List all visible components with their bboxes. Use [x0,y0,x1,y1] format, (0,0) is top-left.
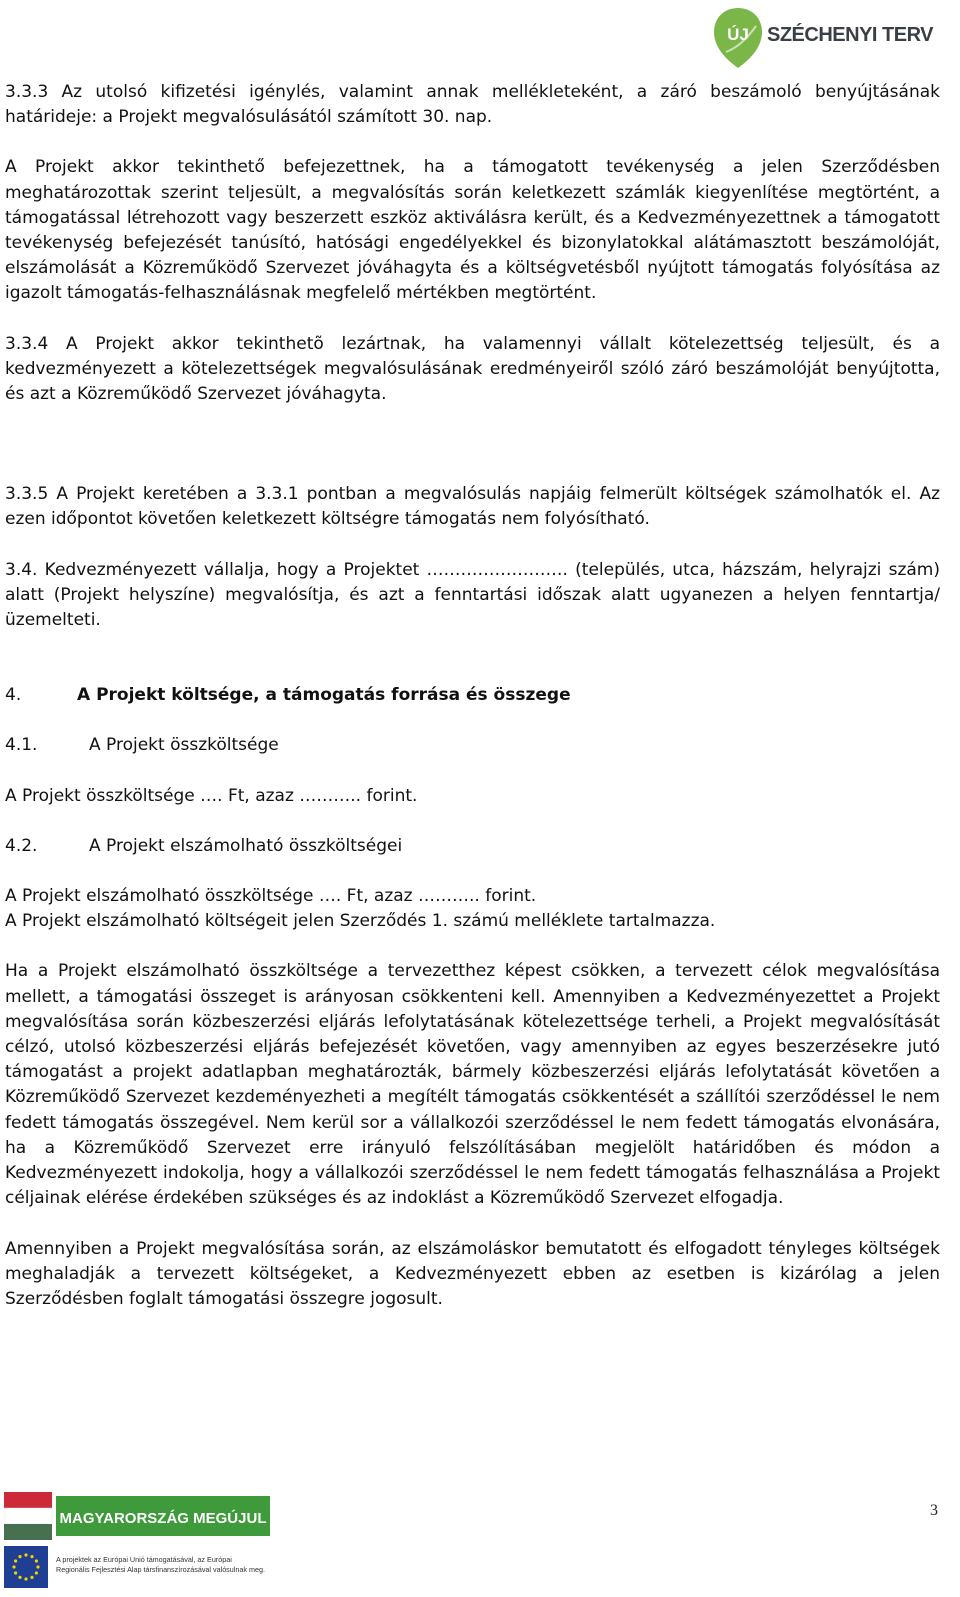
flag-white-stripe [4,1508,52,1524]
paragraph-3-4: 3.4. Kedvezményezett vállalja, hogy a Projektet ……………………. (település, utca, házszám, helyrajzi szám) alatt (Projekt helyszíne) megvalósítja, és azt a fenntartási időszak alatt ugyanezen a helyen fenntartja/üzemelteti. [5,559,940,631]
paragraph-3-3-5: 3.3.5 A Projekt keretében a 3.3.1 pontban a megvalósulás napjáig felmerült költségek számolhatók el. Az ezen időpontot követően keletkezett költségre támogatás nem folyósítható. [5,484,940,530]
paragraph-3-3-4: 3.3.4 A Projekt akkor tekinthetõ lezártnak, ha valamennyi vállalt kötelezettség teljesült, és a kedvezményezett a kötelezettségek megvalósulásának eredményeiről szóló záró beszámolóját benyújtotta, és azt a Közreműködő Szervezet jóváhagyta. [5,333,940,405]
flag-red-stripe [4,1492,52,1508]
banner-text: MAGYARORSZÁG MEGÚJUL [59,1510,267,1527]
paragraph-project-completion: A Projekt akkor tekinthető befejezettnek, ha a támogatott tevékenység a jelen Szerződésben meghatározottak szerint teljesült, a megvalósítás során keletkezett számlák kiegyenlítése megtörtént, a támogatással létrehozott vagy beszerzett eszköz aktiválásra került, és a Kedvezményezettnek a támogatott tevékenység befejezését tanúsító, hatósági engedélyekkel és bizonylatokkal alátámasztott beszámolóját, elszámolását a Közreműködő Szervezet jóváhagyta és a költségvetésből nyújtott támogatás folyósítása az igazolt támogatás-felhasználásnak megfelelő mértékben megtörtént. [5,157,940,304]
paragraph-cost-reduction: Ha a Projekt elszámolható összköltsége a tervezetthez képest csökken, a tervezett célok megvalósítása mellett, a támogatási összeget is arányosan csökkenteni kell. Amennyiben a Kedvezményezettet a Projekt megvalósítása során közbeszerzési eljárás lefolytatásának kötelezettsége terheli, a Projekt megvalósítását célzó, utolsó közbeszerzési eljárás befejezését követően, vagy amennyiben az egyes beszerzésekre jutó támogatást a projekt adatlapban meghatározták, bármely közbeszerzési eljárás lefolytatását követően a Közreműködő Szervezet kezdeményezheti a megítélt támogatás csökkentését a szállítói szerződéssel le nem fedett támogatás összegével. Nem kerül sor a vállalkozói szerződéssel le nem fedett támogatás elvonására, ha a Közreműködő Szervezet erre irányuló felszólításában megjelölt határidőben és módon a Kedvezményezett indokolja, hogy a vállalkozói szerződéssel le nem fedett támogatás felhasználása a Projekt céljainak elérése érdekében szükséges és az indoklást a Közreműködő Szervezet elfogadja. [5,961,940,1209]
section-number: 4.2. [5,835,38,856]
section-number: 4. [5,685,22,706]
eu-flag-icon [4,1546,48,1588]
logo-initials: ÚJ [727,25,749,44]
eu-support-line-2: Regionális Fejlesztési Alap társfinanszírozásával valósulnak meg. [56,1565,265,1574]
paragraph-3-3-3: 3.3.3 Az utolsó kifizetési igénylés, valamint annak mellékleteként, a záró beszámoló benyújtásának határideje: a Projekt megvalósulásától számított 30. nap. [5,82,940,128]
section-title: A Projekt költsége, a támogatás forrása és összege [77,685,571,706]
magyarorszag-megujul-logo [4,1492,274,1596]
szechenyi-leaf-icon [712,6,764,72]
paragraph-cost-overrun: Amennyiben a Projekt megvalósítása során, az elszámoláskor bemutatott és elfogadott tényleges költségek meghaladják a tervezett költségeket, a Kedvezményezett ebben az esetben is kizárólag a jelen Szerződésben foglalt támogatási összegre jogosult. [5,1238,940,1309]
paragraph-eligible-cost-annex: A Projekt elszámolható költségeit jelen Szerződés 1. számú melléklete tartalmazza. [5,911,716,932]
paragraph-total-cost: A Projekt összköltsége …. Ft, azaz ……….. forint. [5,785,418,806]
eu-support-line-1: A projektek az Európai Unió támogatásával, az Európai [56,1555,232,1564]
logo-text: SZÉCHENYI TERV [767,24,933,46]
section-number: 4.1. [5,735,38,756]
section-title: A Projekt elszámolható összköltségei [89,835,403,856]
szechenyi-terv-logo [712,6,942,72]
document-body [5,80,940,1312]
section-heading-4-2 [5,834,940,859]
page-number: 3 [930,1502,938,1519]
section-heading-4 [5,683,940,708]
page-footer [0,1488,960,1597]
paragraph-eligible-cost: A Projekt elszámolható összköltsége …. Ft, azaz ……….. forint. [5,886,537,907]
section-title: A Projekt összköltsége [89,735,279,756]
flag-green-stripe [4,1524,52,1540]
section-heading-4-1 [5,733,940,758]
